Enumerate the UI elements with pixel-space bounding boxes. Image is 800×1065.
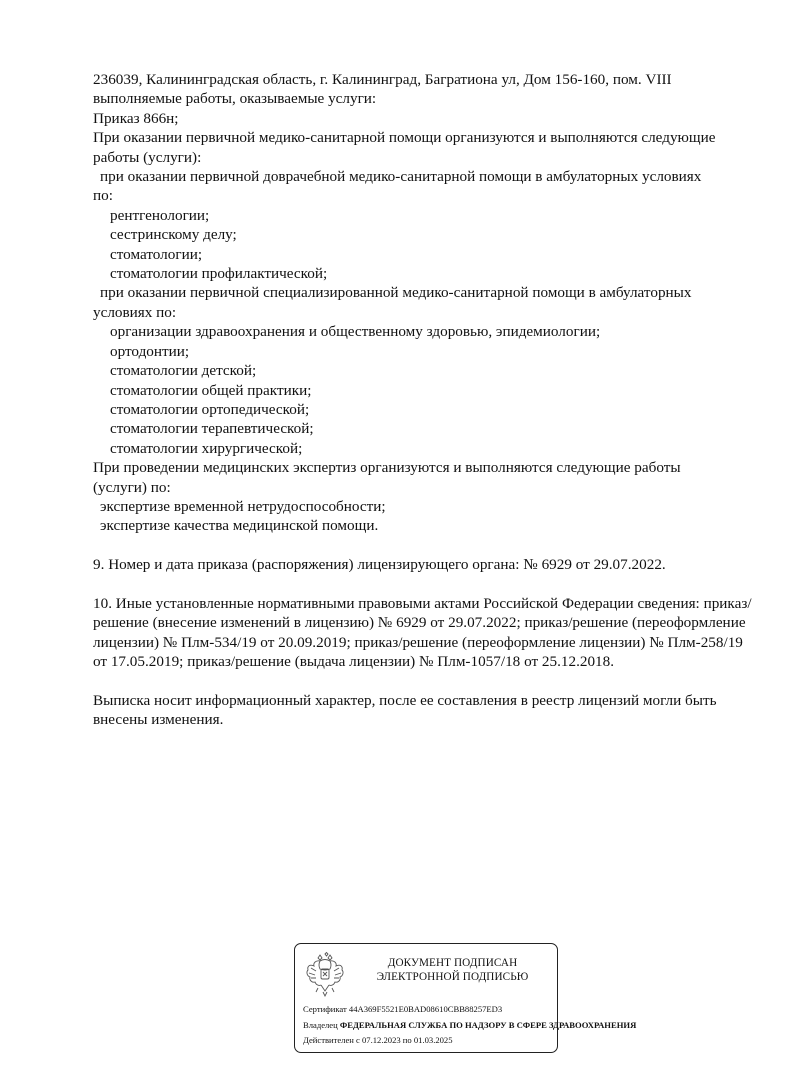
validity-row: Действителен с 07.12.2023 по 01.03.2025	[303, 1035, 453, 1045]
list-item: стоматологии;	[110, 245, 203, 263]
prehospital-line-2: по:	[93, 187, 113, 205]
prehospital-line-1: при оказании первичной доврачебной медико-санитарной помощи в амбулаторных условиях	[100, 168, 702, 186]
list-item: организации здравоохранения и общественному здоровью, эпидемиологии;	[110, 323, 601, 341]
electronic-signature-stamp	[294, 943, 637, 1053]
expertise-line-2: (услуги) по:	[93, 478, 171, 496]
list-item: стоматологии общей практики;	[110, 381, 312, 399]
order-line: Приказ 866н;	[93, 109, 179, 127]
section-10: 10. Иные установленные нормативными правовыми актами Российской Федерации сведения: приказ/решение (внесение изменений в лицензию) № 6929 от 29.07.2022; приказ/решение (переоформление лицензии) № Плм-534/19 от 20.09.2019; приказ/решение (переоформление лицензии) № Плм-258/19 от 17.05.2019; приказ/решение (выдача лицензии) № Плм-1057/18 от 25.12.2018.	[93, 594, 752, 671]
russian-coat-of-arms-icon	[304, 952, 346, 998]
expertise-line-1: При проведении медицинских экспертиз организуются и выполняются следующие работы	[93, 459, 681, 477]
document-body	[93, 70, 758, 730]
primary-care-line-1: При оказании первичной медико-санитарной помощи организуются и выполняются следующие	[93, 129, 716, 147]
specialized-line-1: при оказании первичной специализированной медико-санитарной помощи в амбулаторных	[100, 284, 692, 302]
list-item: стоматологии профилактической;	[110, 265, 328, 283]
list-item: стоматологии ортопедической;	[110, 400, 310, 418]
section-9: 9. Номер и дата приказа (распоряжения) лицензирующего органа: № 6929 от 29.07.2022.	[93, 556, 666, 574]
list-item: сестринскому делу;	[110, 226, 237, 244]
disclaimer: Выписка носит информационный характер, после ее составления в реестр лицензий могли быть внесены изменения.	[93, 691, 717, 729]
works-heading: выполняемые работы, оказываемые услуги:	[93, 90, 377, 108]
owner-label: Владелец	[303, 1020, 338, 1030]
list-item: стоматологии детской;	[110, 362, 257, 380]
list-item: экспертизе временной нетрудоспособности;	[100, 497, 386, 515]
list-item: экспертизе качества медицинской помощи.	[100, 517, 379, 535]
certificate-value: 44A369F5521E0BAD08610CBB88257ED3	[348, 1004, 503, 1014]
specialized-line-2: условиях по:	[93, 303, 177, 321]
primary-care-line-2: работы (услуги):	[93, 148, 202, 166]
address-line: 236039, Калининградская область, г. Калининград, Багратиона ул, Дом 156-160, пом. VIII	[93, 71, 672, 88]
list-item: рентгенологии;	[110, 206, 210, 224]
certificate-label: Сертификат	[303, 1004, 347, 1014]
owner-value: ФЕДЕРАЛЬНАЯ СЛУЖБА ПО НАДЗОРУ В СФЕРЕ ЗДРАВООХРАНЕНИЯ	[339, 1020, 637, 1030]
list-item: ортодонтии;	[110, 342, 190, 360]
owner-row	[303, 1020, 636, 1031]
list-item: стоматологии хирургической;	[110, 439, 303, 457]
list-item: стоматологии терапевтической;	[110, 420, 314, 438]
certificate-row	[303, 1004, 502, 1015]
stamp-title: ДОКУМЕНТ ПОДПИСАН ЭЛЕКТРОННОЙ ПОДПИСЬЮ	[376, 957, 529, 983]
